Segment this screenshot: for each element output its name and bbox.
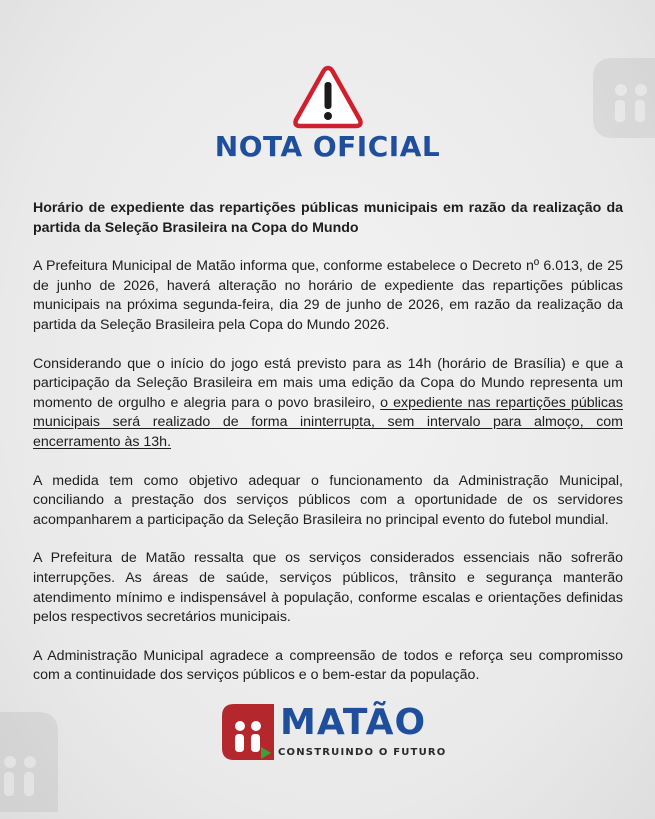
warning-triangle-icon [292, 64, 364, 130]
paragraph-essential-services: A Prefeitura de Matão ressalta que os serviços considerados essenciais não sofrerão interrupções. As áreas de saúde, serviços públicos, trânsito e segurança manterão atendimento mínimo e indispensável à população, conforme escalas e orientações definidas pelos respectivos secretários municipais. [33, 550, 623, 626]
play-arrow-icon [260, 746, 272, 760]
paragraph-thanks: A Administração Municipal agradece a compreensão de todos e reforça seu compromisso com a continuidade dos serviços públicos e o bem-estar da população. [33, 647, 623, 684]
document-headline: Horário de expediente das repartições públicas municipais em razão da realização da partida da Seleção Brasileira na Copa do Mundo [33, 200, 623, 236]
watermark-logo-icon [0, 712, 58, 812]
page-title: NOTA OFICIAL [214, 130, 441, 163]
logo-tagline: CONSTRUINDO O FUTURO [278, 747, 447, 758]
paragraph-schedule-intro: Considerando que o início do jogo está previsto para as 14h (horário de Brasília) e que a participação da Seleção Brasileira em mais uma edição da Copa do Mundo representa um momento de orgulho e alegria para o povo brasileiro, [33, 355, 623, 411]
document-body [33, 199, 623, 705]
watermark-logo-icon [593, 58, 655, 138]
paragraph-objective: A medida tem como objetivo adequar o funcionamento da Administração Municipal, conciliando a prestação dos serviços públicos com a oportunidade de os servidores acompanharem a participação da Seleção Brasileira no principal evento do futebol mundial. [33, 472, 623, 528]
matao-logo [220, 702, 447, 764]
paragraph-decree: A Prefeitura Municipal de Matão informa que, conforme estabelece o Decreto nº 6.013, de 25 de junho de 2026, haverá alteração no horário de expediente das repartições públicas municipais na próxima segunda-feira, dia 29 de junho de 2026, em razão da realização da partida da Seleção Brasileira pela Copa do Mundo 2026. [33, 258, 623, 333]
logo-name: MATÃO [280, 702, 427, 743]
paragraph-schedule [33, 355, 623, 453]
paragraph-schedule-highlight: o expediente nas repartições públicas municipais será realizado de forma ininterrupta, sem intervalo para almoço, com encerramento às 13h. [33, 394, 623, 450]
